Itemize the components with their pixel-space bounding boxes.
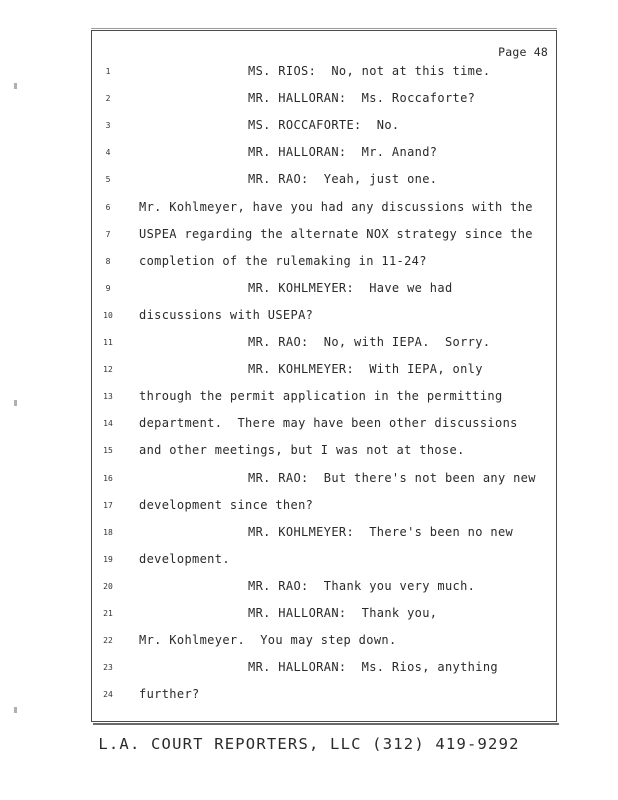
line-text: Mr. Kohlmeyer, have you had any discussions with the [139,199,533,214]
line-text: MR. HALLORAN: Mr. Anand? [248,145,438,160]
line-text: MR. HALLORAN: Ms. Roccaforte? [248,91,476,106]
line-number: 24 [103,690,113,700]
transcript-line [0,200,618,220]
line-text: discussions with USEPA? [139,307,314,322]
line-number: 2 [105,94,111,104]
line-text: USPEA regarding the alternate NOX strategy since the [139,226,533,241]
line-number: 6 [105,202,111,212]
line-text: Mr. Kohlmeyer. You may step down. [139,633,397,648]
page-frame-bottom-edge [93,723,559,725]
line-number: 8 [105,256,111,266]
line-text: completion of the rulemaking in 11-24? [139,253,427,268]
line-number: 17 [103,500,113,510]
transcript-line [0,308,618,328]
line-text: MR. HALLORAN: Ms. Rios, anything [248,660,498,675]
line-text: MR. KOHLMEYER: Have we had [248,280,453,295]
transcript-line [0,687,618,707]
line-text: MR. KOHLMEYER: With IEPA, only [248,362,483,377]
transcript-line [0,579,618,599]
line-number: 15 [103,446,113,456]
transcript-line [0,525,618,545]
transcript-line [0,227,618,247]
transcript-line [0,118,618,138]
transcript-line [0,389,618,409]
line-number: 16 [103,473,113,483]
line-text: department. There may have been other discussions [139,416,518,431]
scan-margin-mark [14,707,17,713]
transcript-line [0,145,618,165]
line-text: development since then? [139,497,314,512]
transcript-line [0,254,618,274]
line-text: MR. RAO: No, with IEPA. Sorry. [248,335,491,349]
line-number: 7 [105,229,111,239]
line-text: MR. HALLORAN: Thank you, [248,606,438,620]
transcript-line [0,660,618,680]
line-text: further? [139,687,200,702]
line-number: 18 [103,527,113,537]
line-text: MR. RAO: But there's not been any new [248,470,536,485]
line-text: MS. RIOS: No, not at this time. [248,64,491,78]
transcript-line [0,362,618,382]
line-text: MS. ROCCAFORTE: No. [248,118,400,133]
line-number: 9 [105,283,111,293]
transcript-line [0,633,618,653]
transcript-line [0,64,618,84]
line-number: 4 [105,148,111,158]
footer-reporter-info: L.A. COURT REPORTERS, LLC (312) 419-9292 [98,735,520,753]
line-text: and other meetings, but I was not at those. [139,443,465,458]
line-number: 5 [105,175,111,185]
line-number: 1 [105,67,111,76]
line-number: 3 [105,121,111,131]
page-number: Page 48 [498,45,548,59]
line-number: 13 [103,392,113,402]
transcript-line [0,552,618,572]
transcript-line [0,498,618,518]
transcript-line [0,443,618,463]
line-text: MR. RAO: Thank you very much. [248,578,476,593]
transcript-line [0,91,618,111]
transcript-line [0,606,618,626]
transcript-line [0,335,618,355]
line-text: MR. KOHLMEYER: There's been no new [248,524,514,539]
line-number: 20 [103,581,113,591]
line-number: 14 [103,419,113,429]
line-number: 21 [103,609,113,618]
line-number: 23 [103,663,113,673]
transcript-line [0,281,618,301]
page-frame-top-edge [91,28,557,29]
line-text: development. [139,551,230,566]
line-text: through the permit application in the permitting [139,389,503,404]
transcript-line [0,172,618,192]
line-text: MR. RAO: Yeah, just one. [248,172,438,187]
line-number: 19 [103,554,113,564]
line-number: 12 [103,365,113,375]
transcript-line [0,471,618,491]
line-number: 11 [103,338,113,347]
line-number: 10 [103,310,113,320]
line-number: 22 [103,636,113,646]
transcript-line [0,416,618,436]
